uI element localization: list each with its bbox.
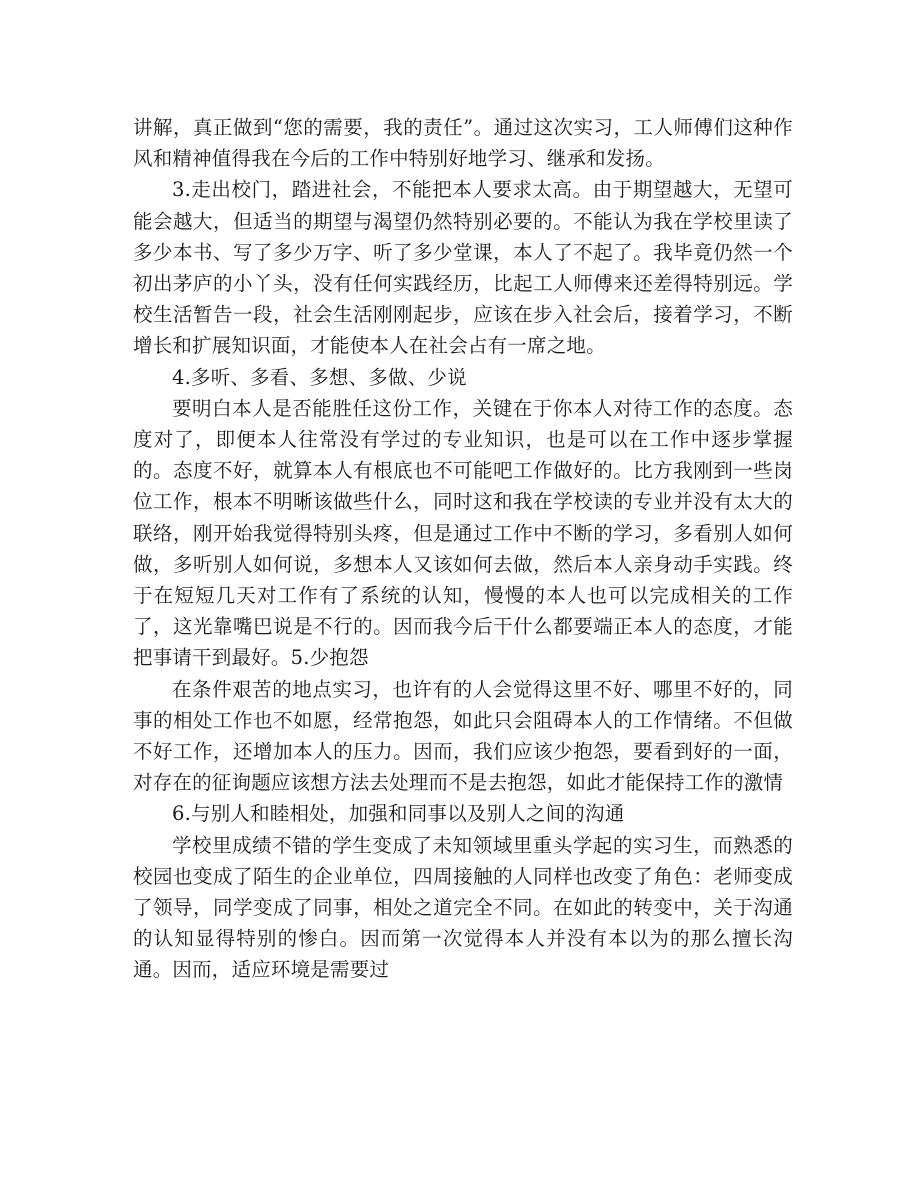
paragraph-point-6-communication: 学校里成绩不错的学生变成了未知领域里重头学起的实习生，而熟悉的校园也变成了陌生的企业单位，四周接触的人同样也改变了角色：老师变成了领导，同学变成了同事，相处之道完全不同。在如此的转变中，关于沟通的认知显得特别的惨白。因而第一次觉得本人并没有本以为的那么擅长沟通。因而，适应环境是需要过	[133, 833, 793, 982]
point-4-heading: 4.多听、多看、多想、多做、少说	[172, 365, 467, 389]
document-body	[133, 112, 793, 986]
paragraph-point-3-expectations: 3.走出校门，踏进社会，不能把本人要求太高。由于期望越大，无望可能会越大，但适当的期望与渴望仍然特别必要的。不能认为我在学校里读了多少本书、写了多少万字、听了多少堂课，本人了不起了。我毕竟仍然一个初出茅庐的小丫头，没有任何实践经历，比起工人师傅来还差得特别远。学校生活暂告一段，社会生活刚刚起步，应该在步入社会后，接着学习，不断增长和扩展知识面，才能使本人在社会占有一席之地。	[133, 178, 793, 358]
paragraph-service-attitude: 讲解，真正做到“您的需要，我的责任”。通过这次实习，工人师傅们这种作风和精神值得我在今后的工作中特别好地学习、继承和发扬。	[133, 116, 793, 171]
point-6-heading: 6.与别人和睦相处，加强和同事以及别人之间的沟通	[172, 802, 625, 826]
paragraph-point-4-attitude: 要明白本人是否能胜任这份工作，关键在于你本人对待工作的态度。态度对了，即便本人往常没有学过的专业知识，也是可以在工作中逐步掌握的。态度不好，就算本人有根底也不可能吧工作做好的。比方我刚到一些岗位工作，根本不明晰该做些什么，同时这和我在学校读的专业并没有太大的联络，刚开始我觉得特别头疼，但是通过工作中不断的学习，多看别人如何做，多听别人如何说，多想本人又该如何去做，然后本人亲身动手实践。终于在短短几天对工作有了系统的认知，慢慢的本人也可以完成相关的工作了，这光靠嘴巴说是不行的。因而我今后干什么都要端正本人的态度，才能把事请干到最好。5.少抱怨	[133, 396, 793, 670]
paragraph-point-5-complaints: 在条件艰苦的地点实习，也许有的人会觉得这里不好、哪里不好的，同事的相处工作也不如愿，经常抱怨，如此只会阻碍本人的工作情绪。不但做不好工作，还增加本人的压力。因而，我们应该少抱怨，要看到好的一面，对存在的征询题应该想方法去处理而不是去抱怨，如此才能保持工作的激情	[133, 677, 793, 795]
